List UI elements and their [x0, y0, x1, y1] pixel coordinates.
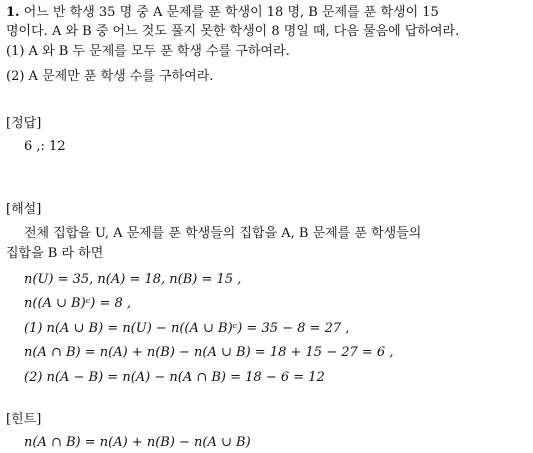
question-2: (2) A 문제만 푼 학생 수를 구하여라. — [6, 69, 214, 84]
problem-line-2: 명이다. A 와 B 중 어느 것도 풀지 못한 학생이 8 명일 때, 다음 물음에 답하여라. — [6, 24, 460, 39]
question-1: (1) A 와 B 두 문제를 모두 푼 학생 수를 구하여라. — [6, 44, 290, 59]
explanation-heading: [해설] — [6, 202, 42, 217]
problem-line-1 — [6, 4, 439, 22]
equation-3: (1) n(A ∪ B) = n(U) − n((A ∪ B)ᶜ) = 35 − 8 = 27 , — [24, 321, 350, 336]
equation-5: (2) n(A − B) = n(A) − n(A ∩ B) = 18 − 6 = 12 — [24, 370, 325, 385]
equation-4: n(A ∩ B) = n(A) + n(B) − n(A ∪ B) = 18 + 15 − 27 = 6 , — [24, 345, 394, 360]
explanation-line-2: 집합을 B 라 하면 — [6, 246, 104, 261]
problem-number: 1. — [6, 5, 20, 20]
problem-text-1: 어느 반 학생 35 명 중 A 문제를 푼 학생이 18 명, B 문제를 푼 학생이 15 — [23, 5, 439, 20]
equation-2: n((A ∪ B)ᶜ) = 8 , — [24, 296, 132, 311]
hint-equation: n(A ∩ B) = n(A) + n(B) − n(A ∪ B) — [24, 435, 251, 450]
answer-heading: [정답] — [6, 116, 42, 131]
equation-1: n(U) = 35, n(A) = 18, n(B) = 15 , — [24, 272, 242, 287]
explanation-line-1: 전체 집합을 U, A 문제를 푼 학생들의 집합을 A, B 문제를 푼 학생들의 — [24, 226, 422, 241]
hint-heading: [힌트] — [6, 412, 42, 427]
answer-value: 6 ,: 12 — [24, 139, 66, 154]
